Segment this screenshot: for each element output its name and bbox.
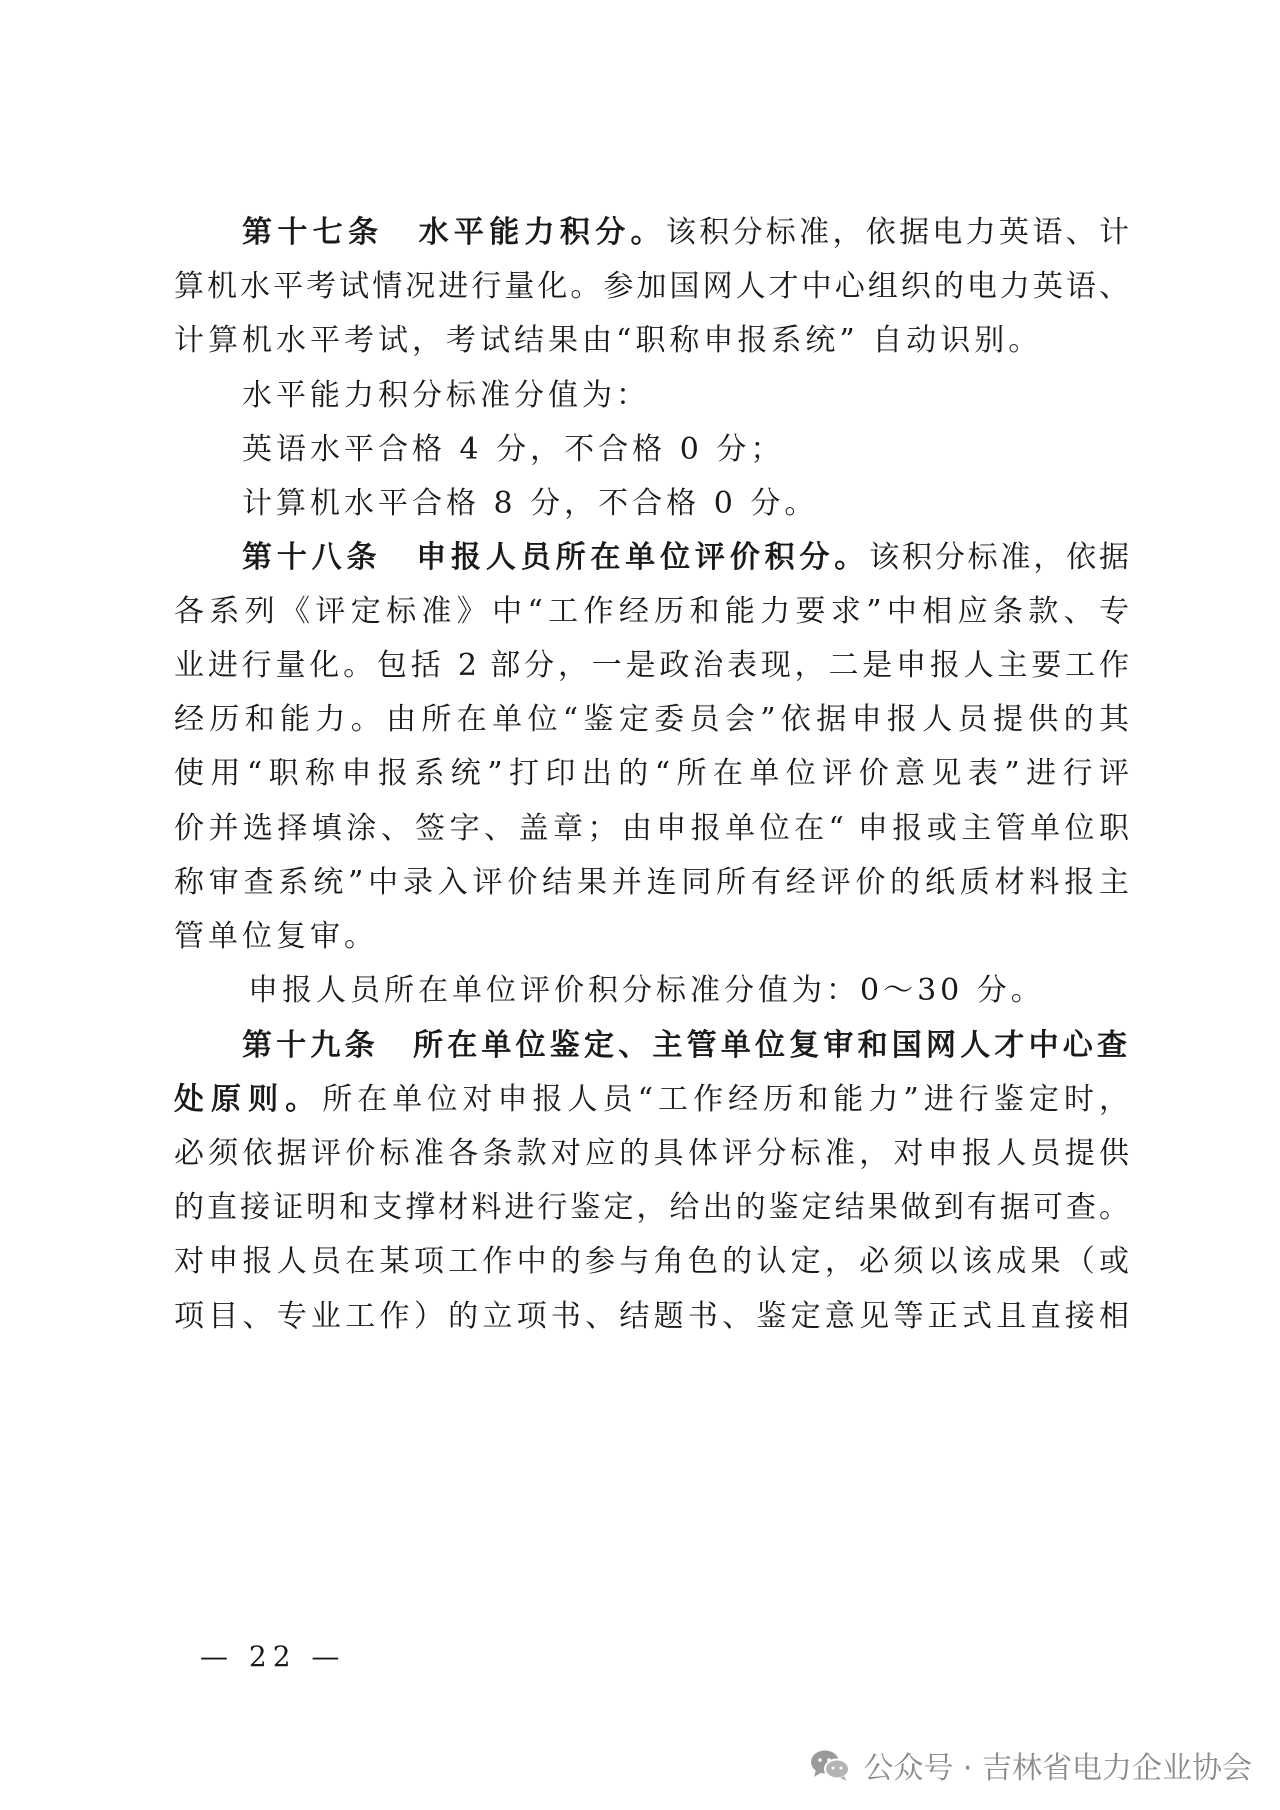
article19-title-part1: 所在单位鉴定、主管单位复审和国网人才中心查 xyxy=(410,1028,1129,1063)
article17-title: 水平能力积分。 xyxy=(415,215,666,250)
article19-line1 xyxy=(242,1016,1129,1076)
page-number: — 22 — xyxy=(200,1640,346,1673)
article17-line3: 计算机水平考试，考试结果由“职称申报系统” 自动识别。 xyxy=(174,323,1043,358)
article17-line1 xyxy=(242,203,1129,263)
article18-line6: 价并选择填涂、签字、盖章；由申报单位在“ 申报或主管单位职 xyxy=(174,811,1129,846)
article18-line5: 使用“职称申报系统”打印出的“所在单位评价意见表”进行评 xyxy=(174,756,1129,791)
article17-line1-text: 该积分标准，依据电力英语、计 xyxy=(665,215,1129,250)
article17-standard-intro: 水平能力积分标准分值为： xyxy=(242,378,650,413)
watermark xyxy=(809,1740,1252,1790)
article17-computer-score: 计算机水平合格 8 分，不合格 0 分。 xyxy=(242,486,819,521)
article19-line2 xyxy=(174,1070,1129,1130)
article17-line2: 算机水平考试情况进行量化。参加国网人才中心组织的电力英语、 xyxy=(174,269,1129,304)
article19-line4: 的直接证明和支撑材料进行鉴定，给出的鉴定结果做到有据可查。 xyxy=(174,1190,1129,1225)
article19-line6: 项目、专业工作）的立项书、结题书、鉴定意见等正式且直接相 xyxy=(174,1299,1129,1334)
article19-line3: 必须依据评价标准各条款对应的具体评分标准，对申报人员提供 xyxy=(174,1136,1129,1171)
article17-english-score: 英语水平合格 4 分，不合格 0 分； xyxy=(242,432,785,467)
article18-line1 xyxy=(242,528,1129,588)
article18-line2: 各系列《评定标准》中“工作经历和能力要求”中相应条款、专 xyxy=(174,594,1129,629)
article18-line8: 管单位复审。 xyxy=(174,919,378,954)
article18-heading: 第十八条 xyxy=(242,540,382,575)
article19-line2-text: 所在单位对申报人员“工作经历和能力”进行鉴定时， xyxy=(322,1082,1129,1117)
article18-line7: 称审查系统”中录入评价结果并连同所有经评价的纸质材料报主 xyxy=(174,865,1129,900)
article18-standard: 申报人员所在单位评价积分标准分值为：0～30 分。 xyxy=(248,973,1045,1008)
article18-line4: 经历和能力。由所在单位“鉴定委员会”依据申报人员提供的其 xyxy=(174,702,1129,737)
article19-line5: 对申报人员在某项工作中的参与角色的认定，必须以该成果（或 xyxy=(174,1244,1129,1279)
article18-line1-text: 该积分标准，依据 xyxy=(869,540,1129,575)
article19-heading: 第十九条 xyxy=(242,1028,379,1063)
article18-title: 申报人员所在单位评价积分。 xyxy=(413,540,870,575)
article19-title-part2: 处原则。 xyxy=(174,1082,323,1117)
article17-heading: 第十七条 xyxy=(242,215,384,250)
wechat-icon xyxy=(809,1747,851,1783)
watermark-text: 公众号 · 吉林省电力企业协会 xyxy=(863,1751,1252,1786)
article18-line3: 业进行量化。包括 2 部分，一是政治表现，二是申报人主要工作 xyxy=(174,648,1129,683)
